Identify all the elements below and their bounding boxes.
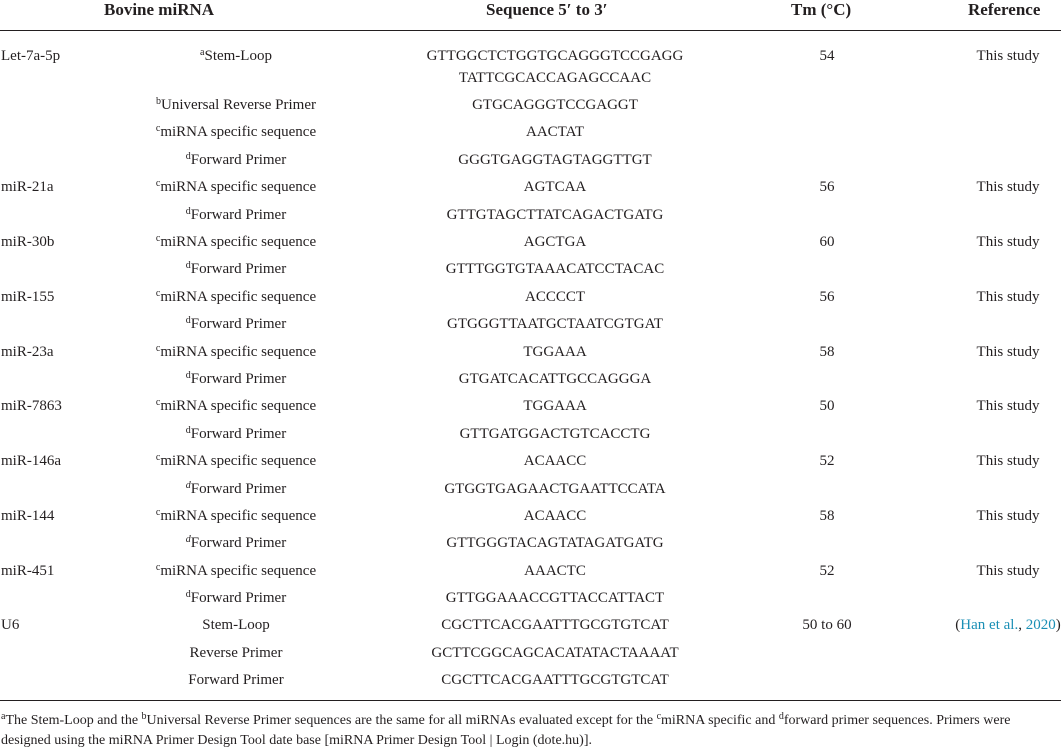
tm-value: 50: [819, 398, 835, 414]
table-row: [0, 671, 1061, 695]
primer-type: [186, 206, 286, 224]
table-row: [0, 151, 1061, 175]
reference-close-paren: ): [1055, 617, 1061, 633]
tm-value: 50 to 60: [802, 617, 852, 633]
primer-type: [156, 452, 316, 470]
footnote-marker-a: a: [1, 711, 6, 722]
sequence: GTGGGTTAATGCTAATCGTGAT: [447, 316, 663, 332]
reference-author-link[interactable]: Han et al.: [960, 617, 1019, 633]
primer-type: [186, 370, 286, 388]
primer-type-label: Universal Reverse Primer: [161, 97, 316, 113]
sequence: CGCTTCACGAATTTGCGTGTCAT: [441, 617, 669, 633]
primer-type-label: Forward Primer: [190, 207, 287, 223]
reference: This study: [976, 563, 1040, 579]
footnote-marker: d: [185, 370, 191, 381]
footnote-marker: c: [155, 123, 161, 134]
table-row: [0, 370, 1061, 394]
column-header-bovine-mirna: Bovine miRNA: [104, 0, 215, 19]
mirna-name: miR-144: [1, 508, 55, 524]
tm-value: 58: [819, 508, 835, 524]
primer-type: [200, 47, 272, 65]
sequence: GGGTGAGGTAGTAGGTTGT: [458, 152, 652, 168]
reference-open-paren: (: [955, 617, 961, 633]
primer-type: [186, 260, 286, 278]
primer-type-label: Reverse Primer: [189, 645, 283, 661]
reference: This study: [976, 508, 1040, 524]
sequence: GTTGATGGACTGTCACCTG: [459, 426, 651, 442]
sequence: AGTCAA: [523, 179, 587, 195]
table-row: [0, 534, 1061, 558]
primer-type-label: Forward Primer: [190, 426, 287, 442]
table-row: [0, 644, 1061, 668]
sequence: GTTTGGTGTAAACATCCTACAC: [445, 261, 665, 277]
table-row: [0, 260, 1061, 284]
footnote-text: miRNA specific and: [661, 713, 779, 728]
reference: This study: [976, 453, 1040, 469]
footnote-marker: c: [155, 562, 161, 573]
primer-type: [156, 507, 316, 525]
table-footnote-line-2: designed using the miRNA Primer Design Tool date base [miRNA Primer Design Tool | Login (dote.hu)].: [1, 733, 592, 748]
footnote-marker: d: [185, 534, 191, 545]
footnote-marker: c: [155, 507, 161, 518]
footnote-marker: c: [155, 178, 161, 189]
primer-type-label: Forward Primer: [190, 316, 287, 332]
primer-type-label: Forward Primer: [190, 590, 287, 606]
primer-type-label: Forward Primer: [190, 481, 287, 497]
mirna-name: miR-23a: [1, 344, 54, 360]
footnote-marker: a: [200, 47, 205, 58]
primer-type-label: Stem-Loop: [202, 617, 270, 633]
footnote-marker: d: [185, 151, 191, 162]
primer-type: [156, 562, 316, 580]
tm-value: 60: [819, 234, 835, 250]
table-row: [0, 616, 1061, 640]
sequence: GTGCAGGGTCCGAGGT: [472, 97, 638, 113]
sequence: AAACTC: [524, 563, 586, 579]
primer-type: [156, 96, 316, 114]
mirna-name: miR-451: [1, 563, 55, 579]
reference: This study: [976, 398, 1040, 414]
primer-type: [186, 480, 286, 498]
mirna-name: miR-7863: [1, 398, 62, 414]
primer-type: [156, 288, 316, 306]
column-header-sequence: Sequence 5′ to 3′: [486, 0, 608, 19]
sequence: GTTGGAAACCGTTACCATTACT: [445, 590, 665, 606]
sequence: GTGATCACATTGCCAGGGA: [458, 371, 652, 387]
footnote-marker: b: [156, 96, 162, 107]
primer-type: [156, 397, 316, 415]
primer-type: [190, 644, 283, 662]
footnote-text: Universal Reverse Primer sequences are the same for all miRNAs evaluated except for the: [146, 713, 657, 728]
primer-type: [156, 178, 316, 196]
sequence: GTTGGGTACAGTATAGATGATG: [446, 535, 664, 551]
primer-type-label: Stem-Loop: [204, 48, 272, 64]
mirna-name: miR-30b: [1, 234, 55, 250]
sequence: ACCCCT: [524, 289, 586, 305]
footnote-text: The Stem-Loop and the: [5, 713, 142, 728]
footnote-marker: d: [185, 480, 191, 491]
table-row: [0, 397, 1061, 421]
table-row: [0, 315, 1061, 339]
primer-type-label: Forward Primer: [190, 152, 287, 168]
primer-type: [156, 343, 316, 361]
sequence: TGGAAA: [523, 398, 587, 414]
table-row: [0, 96, 1061, 120]
footnote-marker: c: [155, 452, 161, 463]
column-header-tm: Tm (°C): [791, 0, 852, 19]
primer-type-label: miRNA specific sequence: [160, 124, 317, 140]
primer-type-label: miRNA specific sequence: [160, 234, 317, 250]
reference-separator: ,: [1018, 617, 1026, 633]
primer-type: [202, 616, 270, 634]
table-row: [0, 425, 1061, 449]
tm-value: 56: [819, 289, 835, 305]
tm-value: 52: [819, 453, 835, 469]
sequence: TGGAAA: [523, 344, 587, 360]
footnote-marker-d: d: [778, 711, 784, 722]
primer-type: [186, 534, 286, 552]
sequence: ACAACC: [523, 508, 587, 524]
reference: This study: [976, 179, 1040, 195]
mirna-name: miR-146a: [1, 453, 61, 469]
tm-value: 56: [819, 179, 835, 195]
table-row: [0, 480, 1061, 504]
footnote-marker-c: c: [656, 711, 662, 722]
mirna-name: miR-155: [1, 289, 55, 305]
sequence: GCTTCGGCAGCACATATACTAAAAT: [431, 645, 679, 661]
footnote-marker: d: [185, 260, 191, 271]
primer-type-label: miRNA specific sequence: [160, 563, 317, 579]
primer-type: [186, 315, 286, 333]
tm-value: 58: [819, 344, 835, 360]
mirna-name: miR-21a: [1, 179, 54, 195]
table-row: [0, 178, 1061, 202]
column-header-reference: Reference: [968, 0, 1041, 19]
primer-type-label: Forward Primer: [190, 535, 287, 551]
reference: This study: [976, 234, 1040, 250]
reference: This study: [976, 48, 1040, 64]
primer-type: [186, 425, 286, 443]
footnote-marker: d: [185, 425, 191, 436]
mirna-name: Let-7a-5p: [1, 48, 61, 64]
table-row: [0, 206, 1061, 230]
reference: [955, 616, 1060, 634]
table-footnote: [1, 711, 1059, 731]
sequence: GTTGTAGCTTATCAGACTGATG: [446, 207, 664, 223]
table-row: [0, 562, 1061, 586]
tm-value: 52: [819, 563, 835, 579]
primer-type-label: miRNA specific sequence: [160, 508, 317, 524]
primer-type-label: miRNA specific sequence: [160, 453, 317, 469]
table-row: [0, 233, 1061, 257]
table-row: [0, 343, 1061, 367]
primer-type-label: miRNA specific sequence: [160, 344, 317, 360]
primer-type-label: Forward Primer: [188, 672, 284, 688]
sequence: GTTGGCTCTGGTGCAGGGTCCGAGG: [426, 48, 684, 64]
table-bottom-rule: [0, 700, 1061, 701]
primer-type-label: Forward Primer: [190, 371, 287, 387]
table-row: [0, 589, 1061, 613]
primer-type: [188, 671, 283, 689]
footnote-text: forward primer sequences. Primers were: [783, 713, 1011, 728]
mirna-name: U6: [1, 617, 20, 633]
footnote-marker: d: [185, 315, 191, 326]
reference-year-link[interactable]: 2020: [1025, 617, 1056, 633]
sequence: AACTAT: [526, 124, 584, 140]
footnote-marker: c: [155, 343, 161, 354]
sequence: AGCTGA: [523, 234, 587, 250]
footnote-marker: c: [155, 397, 161, 408]
primer-type-label: miRNA specific sequence: [160, 179, 317, 195]
primer-type: [156, 123, 316, 141]
primer-type-label: miRNA specific sequence: [160, 398, 317, 414]
primer-type-label: Forward Primer: [190, 261, 287, 277]
primer-type: [156, 233, 316, 251]
table-row: [0, 123, 1061, 147]
sequence: CGCTTCACGAATTTGCGTGTCAT: [441, 672, 669, 688]
primer-type-label: miRNA specific sequence: [160, 289, 317, 305]
table-row: [0, 288, 1061, 312]
table-row: [0, 452, 1061, 476]
footnote-marker: c: [155, 233, 161, 244]
primer-type: [186, 589, 286, 607]
footnote-marker: d: [185, 206, 191, 217]
primer-type: [186, 151, 286, 169]
reference: This study: [976, 289, 1040, 305]
sequence-continued: TATTCGCACCAGAGCCAAC: [458, 70, 652, 86]
sequence: ACAACC: [523, 453, 587, 469]
reference: This study: [976, 344, 1040, 360]
table-row: [0, 507, 1061, 531]
table-row: [0, 47, 1061, 86]
footnote-marker: d: [185, 589, 191, 600]
footnote-marker: c: [155, 288, 161, 299]
tm-value: 54: [819, 48, 835, 64]
footnote-marker-b: b: [141, 711, 147, 722]
sequence: GTGGTGAGAACTGAATTCCATA: [444, 481, 666, 497]
